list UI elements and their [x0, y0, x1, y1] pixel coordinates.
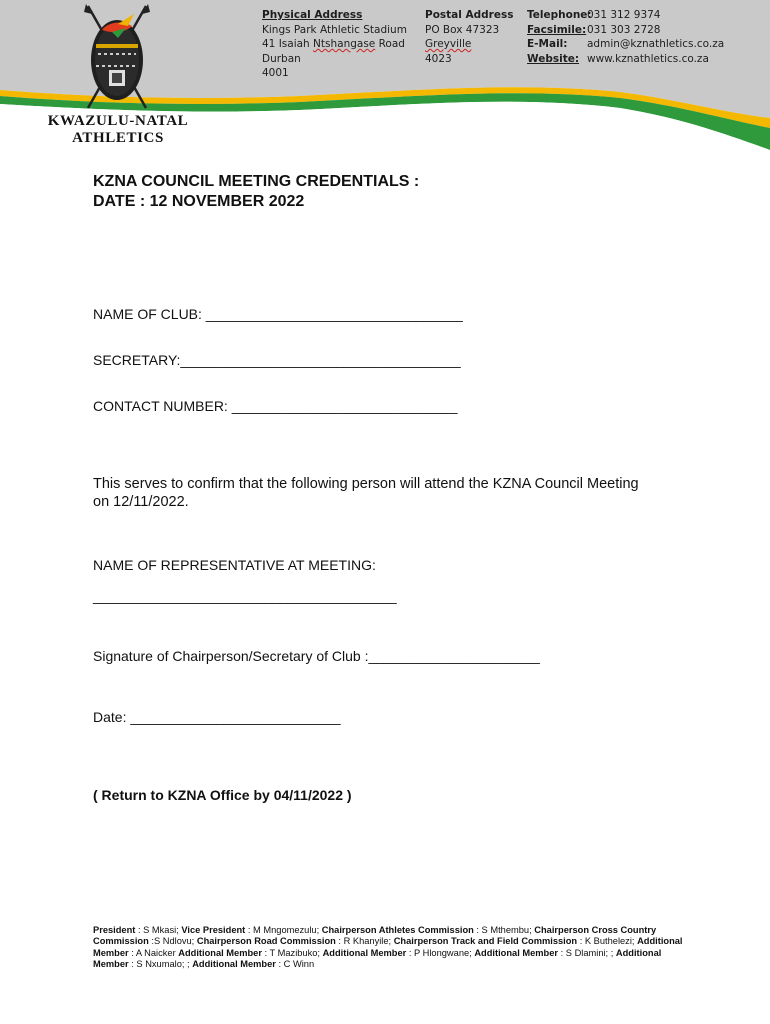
- physical-address-line: Durban: [262, 52, 301, 65]
- committee-member: : S Dlamini; ;: [558, 947, 616, 958]
- committee-role: Chairperson Road Commission: [196, 936, 336, 947]
- committee-role: Chairperson Track and Field Commission: [393, 936, 578, 947]
- representative-label: NAME OF REPRESENTATIVE AT MEETING:: [93, 557, 376, 573]
- postal-address: [425, 8, 513, 66]
- signature-field[interactable]: Signature of Chairperson/Secretary of Club :______________________: [93, 648, 540, 664]
- committee-member: : C Winn: [275, 959, 315, 970]
- title-line-2: DATE : 12 NOVEMBER 2022: [93, 193, 305, 210]
- committee-member: : T Mazibuko;: [261, 947, 323, 958]
- letterhead: [0, 0, 770, 150]
- committee-role: Additional Member: [474, 947, 559, 958]
- committee-member: : K Buthelezi;: [577, 936, 638, 947]
- postal-address-line: 4023: [425, 52, 452, 65]
- committee-member: : P Hlongwane;: [406, 947, 475, 958]
- postal-address-heading: Postal Address: [425, 9, 514, 21]
- secretary-field[interactable]: SECRETARY:____________________________________: [93, 352, 461, 368]
- committee-role: President: [93, 925, 136, 935]
- telephone-row: Telephone: 031 312 9374: [527, 9, 661, 21]
- committee-member: : R Khanyile;: [335, 936, 394, 947]
- committee-member: :S Ndlovu;: [148, 936, 197, 947]
- committee-footer: [93, 925, 693, 971]
- date-field[interactable]: Date: ___________________________: [93, 709, 341, 725]
- facsimile-row: Facsimile: 031 303 2728: [527, 23, 661, 36]
- return-note: ( Return to KZNA Office by 04/11/2022 ): [93, 787, 352, 803]
- physical-address-heading: Physical Address: [262, 9, 363, 21]
- committee-member: : A Naicker: [128, 947, 179, 958]
- committee-role: Additional Member: [93, 947, 662, 970]
- committee-role: Additional Member: [178, 947, 262, 958]
- representative-field[interactable]: _______________________________________: [93, 588, 397, 604]
- physical-address-line: Kings Park Athletic Stadium: [262, 23, 407, 36]
- website-row: Website: www.kznathletics.co.za: [527, 52, 709, 65]
- logo-line-2: ATHLETICS: [72, 130, 164, 146]
- physical-address: [262, 8, 407, 81]
- committee-member: : S Nxumalo; ;: [128, 959, 193, 970]
- logo-line-1: KWAZULU-NATAL: [47, 113, 189, 129]
- logo-wordmark: [44, 113, 192, 147]
- physical-address-line: 41 Isaiah Ntshangase Road: [262, 38, 405, 50]
- committee-role: Additional Member: [93, 936, 683, 958]
- contact-number-field[interactable]: CONTACT NUMBER: _____________________________: [93, 398, 458, 414]
- committee-member: : S Mkasi;: [135, 925, 182, 935]
- physical-address-line: 4001: [262, 67, 289, 79]
- title-line-1: KZNA COUNCIL MEETING CREDENTIALS :: [93, 173, 420, 190]
- postal-address-line: PO Box 47323: [425, 23, 500, 36]
- committee-role: Chairperson Athletes Commission: [321, 925, 474, 935]
- postal-address-line: Greyville: [425, 38, 472, 50]
- email-row: E-Mail: admin@kznathletics.co.za: [527, 38, 725, 50]
- committee-member: : M Mngomezulu;: [245, 925, 322, 935]
- committee-role: Chairperson Cross Country Commission: [93, 925, 657, 947]
- club-name-field[interactable]: NAME OF CLUB: _________________________________: [93, 306, 463, 322]
- confirmation-text: This serves to confirm that the following person will attend the KZNA Council Meeting on 12/11/2022.: [93, 476, 639, 510]
- committee-role: Additional Member: [192, 959, 276, 970]
- committee-member: : S Mthembu;: [473, 925, 535, 935]
- contact-details: [527, 8, 724, 66]
- committee-role: Additional Member: [322, 947, 407, 958]
- committee-role: Vice President: [181, 925, 246, 935]
- document-title: [93, 172, 419, 212]
- kzna-shield-logo: [78, 4, 156, 112]
